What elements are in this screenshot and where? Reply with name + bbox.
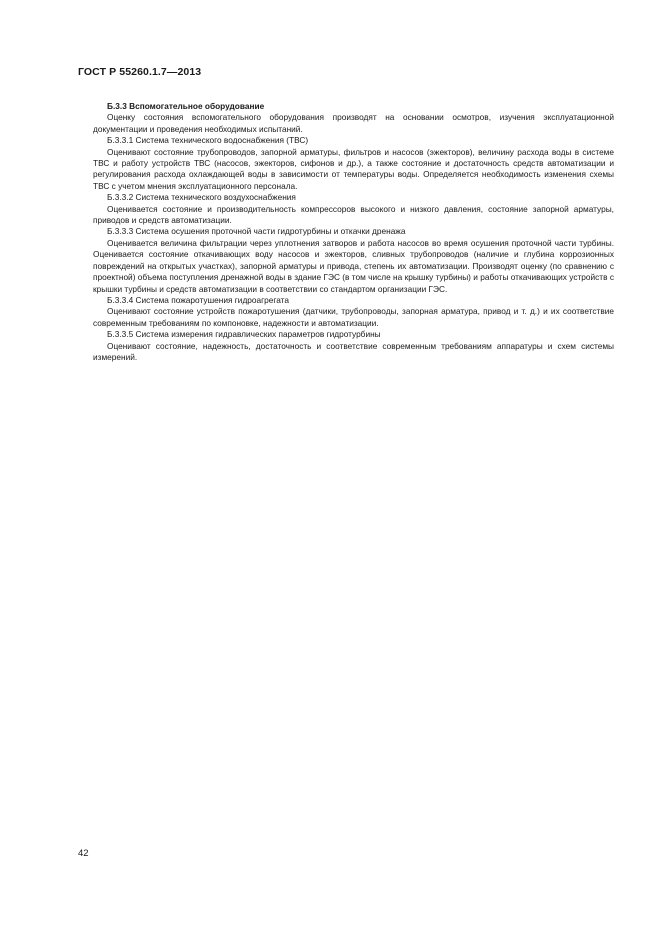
page-number: 42	[78, 848, 89, 859]
paragraph: Оценивают состояние, надежность, достаточность и соответствие современным требованиям аппаратуры и схем системы измерений.	[93, 340, 614, 362]
paragraph: Оценку состояния вспомогательного оборудования производят на основании осмотров, изучения эксплуатационной документации и проведения необходимых испытаний.	[93, 112, 614, 134]
subsection-title-b335: Б.3.3.5 Система измерения гидравлических параметров гидротурбины	[107, 329, 381, 340]
document-header: ГОСТ Р 55260.1.7—2013	[78, 66, 202, 78]
subsection-title-b332: Б.3.3.2 Система технического воздухоснабжения	[107, 192, 296, 203]
subsection-title-b333: Б.3.3.3 Система осушения проточной части гидротурбины и откачки дренажа	[107, 226, 406, 237]
section-heading-b33: Б.3.3 Вспомогательное оборудование	[107, 101, 265, 111]
paragraph: Оценивается состояние и производительность компрессоров высокого и низкого давления, состояние запорной арматуры, приводов и средств автоматизации.	[93, 203, 614, 226]
paragraph: Оценивают состояние устройств пожаротушения (датчики, трубопроводы, запорная арматура, привод и т. д.) и их соответствие современным требованиям по компоновке, надежности и автоматизации.	[93, 306, 614, 328]
subsection-title-b331: Б.3.3.1 Система технического водоснабжения (ТВС)	[107, 135, 309, 146]
paragraph: Оценивается величина фильтрации через уплотнения затворов и работа насосов во время осушения проточной части турбины. Оценивается состояние откачивающих воду насосов и эжекторов, сливных трубопроводов (наличие и глубина коррозионных повреждений на открытых участках), запорной арматуры и привода, степень их автоматизации. Производят оценку (по сравнению с проектной) объема поступления дренажной воды в здание ГЭС (в том числе на крышку турбины) и работы откачивающих устройств с крышки турбины и средств автоматизации в соответствии со стандартом организации ГЭС.	[93, 237, 614, 294]
document-body	[93, 101, 614, 363]
paragraph: Оценивают состояние трубопроводов, запорной арматуры, фильтров и насосов (эжекторов), величину расхода воды в системе ТВС и работу устройств ТВС (насосов, эжекторов, сифонов и др.), а также состояние и достаточность средств автоматизации и регулирования расхода охлаждающей воды в зависимости от температуры воды. Определяется необходимость изменения схемы ТВС с учетом мнения эксплуатационного персонала.	[93, 146, 614, 191]
subsection-title-b334: Б.3.3.4 Система пожаротушения гидроагрегата	[107, 294, 289, 305]
